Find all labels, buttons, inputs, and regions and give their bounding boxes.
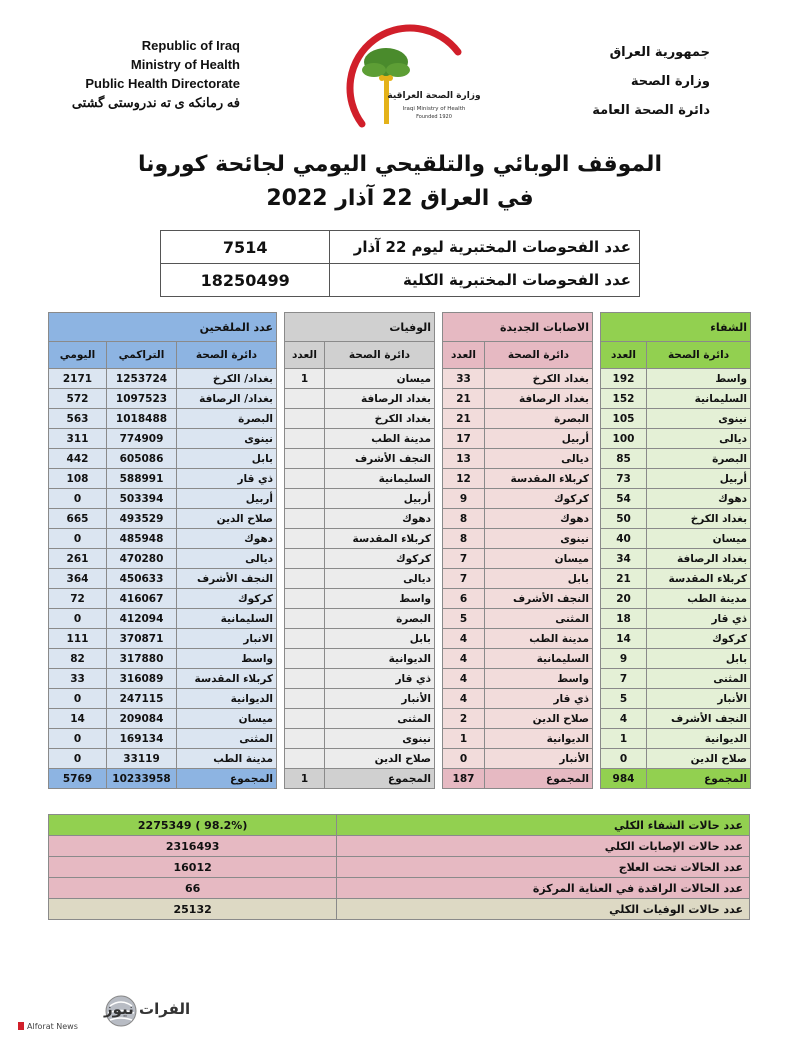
col-header-deaths-count: العدد [285, 342, 325, 369]
total-label-cases: المجموع [485, 769, 593, 789]
vaccinated-cumulative: 470280 [107, 549, 177, 569]
header-ar-line-2: وزارة الصحة [630, 74, 710, 89]
vaccinated-dept: السليمانية [177, 609, 277, 629]
recovered-count: 34 [601, 549, 647, 569]
vaccinated-dept: ديالى [177, 549, 277, 569]
vaccinated-cumulative: 33119 [107, 749, 177, 769]
section-deaths: الوفيات [285, 313, 435, 342]
deaths-count [285, 609, 325, 629]
new-cases-dept: نينوى [485, 529, 593, 549]
new-cases-dept: الديوانية [485, 729, 593, 749]
new-cases-count: 6 [443, 589, 485, 609]
recovered-dept: صلاح الدين [647, 749, 751, 769]
vaccinated-daily: 364 [49, 569, 107, 589]
deaths-dept: البصرة [325, 609, 435, 629]
vaccinated-daily: 261 [49, 549, 107, 569]
recovered-dept: المثنى [647, 669, 751, 689]
deaths-dept: واسط [325, 589, 435, 609]
vaccinated-cumulative: 317880 [107, 649, 177, 669]
logo-text-ar: وزارة الصحة العراقية [387, 91, 481, 101]
table-row [49, 629, 751, 649]
recovered-count: 50 [601, 509, 647, 529]
vaccinated-cumulative: 605086 [107, 449, 177, 469]
new-cases-dept: البصرة [485, 409, 593, 429]
summary-value: 25132 [49, 899, 337, 920]
deaths-count [285, 489, 325, 509]
vaccinated-cumulative: 450633 [107, 569, 177, 589]
col-header-deaths-dept: دائرة الصحة [325, 342, 435, 369]
deaths-dept: الأنبار [325, 689, 435, 709]
vaccinated-daily: 14 [49, 709, 107, 729]
vaccinated-cumulative: 209084 [107, 709, 177, 729]
summary-value: 16012 [49, 857, 337, 878]
deaths-dept: مدينة الطب [325, 429, 435, 449]
vaccinated-cumulative: 1018488 [107, 409, 177, 429]
vaccinated-dept: بابل [177, 449, 277, 469]
recovered-dept: الديوانية [647, 729, 751, 749]
deaths-count [285, 529, 325, 549]
header-en-line-3: Public Health Directorate [85, 76, 240, 91]
recovered-dept: كركوك [647, 629, 751, 649]
recovered-dept: بابل [647, 649, 751, 669]
total-new-cases: 187 [443, 769, 485, 789]
header-kurdish-line: فه رمانكه ى ته ندروستى گشتى [71, 95, 240, 110]
total-tests-value: 18250499 [161, 264, 330, 297]
new-cases-count: 5 [443, 609, 485, 629]
summary-label: عدد الحالات تحت العلاج [337, 857, 750, 878]
summary-row [49, 899, 750, 920]
new-cases-dept: ديالى [485, 449, 593, 469]
recovered-count: 14 [601, 629, 647, 649]
vaccinated-dept: أربيل [177, 489, 277, 509]
daily-stats-table [48, 312, 751, 789]
new-cases-dept: صلاح الدين [485, 709, 593, 729]
recovered-dept: ديالى [647, 429, 751, 449]
col-header-cumulative: التراكمي [107, 342, 177, 369]
table-row [49, 689, 751, 709]
deaths-count [285, 749, 325, 769]
vaccinated-daily: 0 [49, 729, 107, 749]
vaccinated-daily: 572 [49, 389, 107, 409]
total-vaccinated-cumulative: 10233958 [107, 769, 177, 789]
deaths-count [285, 709, 325, 729]
logo-founded: Founded 1920 [416, 114, 452, 120]
section-header-row [49, 313, 751, 342]
recovered-dept: بغداد الرصافة [647, 549, 751, 569]
new-cases-count: 9 [443, 489, 485, 509]
section-vaccinated: عدد الملقحين [49, 313, 277, 342]
total-tests-label: عدد الفحوصات المختبرية الكلية [330, 264, 640, 297]
vaccinated-dept: نينوى [177, 429, 277, 449]
deaths-count [285, 429, 325, 449]
header-en-line-2: Ministry of Health [130, 57, 240, 72]
summary-label: عدد الحالات الراقدة في العناية المركزة [337, 878, 750, 899]
recovered-count: 4 [601, 709, 647, 729]
new-cases-count: 4 [443, 649, 485, 669]
deaths-dept: نينوى [325, 729, 435, 749]
total-deaths: 1 [285, 769, 325, 789]
summary-value: 66 [49, 878, 337, 899]
page-title: الموقف الوبائي والتلقيحي اليومي لجائحة كورونا [138, 152, 662, 177]
recovered-dept: البصرة [647, 449, 751, 469]
vaccinated-daily: 0 [49, 609, 107, 629]
deaths-dept: أربيل [325, 489, 435, 509]
table-row [49, 429, 751, 449]
vaccinated-dept: واسط [177, 649, 277, 669]
deaths-dept: كركوك [325, 549, 435, 569]
vaccinated-cumulative: 370871 [107, 629, 177, 649]
vaccinated-daily: 665 [49, 509, 107, 529]
recovered-dept: الأنبار [647, 689, 751, 709]
summary-label: عدد حالات الإصابات الكلي [337, 836, 750, 857]
totals-row [49, 769, 751, 789]
recovered-count: 152 [601, 389, 647, 409]
vaccinated-dept: البصرة [177, 409, 277, 429]
recovered-dept: أربيل [647, 469, 751, 489]
deaths-count [285, 649, 325, 669]
deaths-dept: المثنى [325, 709, 435, 729]
vaccinated-dept: دهوك [177, 529, 277, 549]
recovered-count: 40 [601, 529, 647, 549]
new-cases-count: 2 [443, 709, 485, 729]
recovered-count: 54 [601, 489, 647, 509]
header-en-line-1: Republic of Iraq [141, 38, 240, 53]
summary-row [49, 878, 750, 899]
col-header-vacc-dept: دائرة الصحة [177, 342, 277, 369]
recovered-dept: مدينة الطب [647, 589, 751, 609]
overall-summary-table [48, 814, 750, 920]
alforat-en-text: Alforat News [27, 1022, 78, 1031]
section-new-cases: الاصابات الجديدة [443, 313, 593, 342]
new-cases-count: 7 [443, 549, 485, 569]
deaths-count [285, 549, 325, 569]
vaccinated-cumulative: 412094 [107, 609, 177, 629]
new-cases-count: 1 [443, 729, 485, 749]
col-header-recovered-count: العدد [601, 342, 647, 369]
vaccinated-dept: ذي قار [177, 469, 277, 489]
daily-tests-value: 7514 [161, 231, 330, 264]
table-row [49, 609, 751, 629]
vaccinated-daily: 0 [49, 689, 107, 709]
new-cases-count: 4 [443, 629, 485, 649]
total-vaccinated-daily: 5769 [49, 769, 107, 789]
deaths-dept: ميسان [325, 369, 435, 389]
recovered-count: 105 [601, 409, 647, 429]
new-cases-count: 4 [443, 669, 485, 689]
summary-row [49, 836, 750, 857]
daily-tests-label: عدد الفحوصات المختبرية ليوم 22 آذار [330, 231, 640, 264]
tests-summary-table [160, 230, 640, 297]
vaccinated-daily: 442 [49, 449, 107, 469]
new-cases-dept: واسط [485, 669, 593, 689]
new-cases-dept: ذي قار [485, 689, 593, 709]
table-row [49, 709, 751, 729]
new-cases-dept: السليمانية [485, 649, 593, 669]
table-row [49, 489, 751, 509]
deaths-count [285, 569, 325, 589]
palm-tree-icon [362, 48, 410, 124]
daily-tests-row [161, 231, 640, 264]
new-cases-count: 4 [443, 689, 485, 709]
recovered-dept: ميسان [647, 529, 751, 549]
new-cases-dept: كربلاء المقدسة [485, 469, 593, 489]
recovered-count: 18 [601, 609, 647, 629]
vaccinated-cumulative: 247115 [107, 689, 177, 709]
new-cases-dept: المثنى [485, 609, 593, 629]
column-header-row [49, 342, 751, 369]
vaccinated-daily: 72 [49, 589, 107, 609]
vaccinated-cumulative: 1253724 [107, 369, 177, 389]
total-label-recovered: المجموع [647, 769, 751, 789]
header-english [50, 36, 240, 112]
new-cases-count: 0 [443, 749, 485, 769]
recovered-dept: دهوك [647, 489, 751, 509]
deaths-dept: بغداد الكرخ [325, 409, 435, 429]
new-cases-count: 17 [443, 429, 485, 449]
vaccinated-dept: النجف الأشرف [177, 569, 277, 589]
recovered-count: 1 [601, 729, 647, 749]
total-recovered: 984 [601, 769, 647, 789]
vaccinated-dept: صلاح الدين [177, 509, 277, 529]
recovered-count: 0 [601, 749, 647, 769]
vaccinated-cumulative: 774909 [107, 429, 177, 449]
header-ar-line-3: دائرة الصحة العامة [592, 103, 710, 118]
summary-row [49, 857, 750, 878]
new-cases-dept: بغداد الكرخ [485, 369, 593, 389]
deaths-dept: الديوانية [325, 649, 435, 669]
deaths-count: 1 [285, 369, 325, 389]
vaccinated-dept: مدينة الطب [177, 749, 277, 769]
total-label-deaths: المجموع [325, 769, 435, 789]
recovered-dept: النجف الأشرف [647, 709, 751, 729]
table-row [49, 529, 751, 549]
new-cases-dept: مدينة الطب [485, 629, 593, 649]
deaths-dept: السليمانية [325, 469, 435, 489]
table-row [49, 449, 751, 469]
table-row [49, 409, 751, 429]
ministry-logo [330, 22, 480, 142]
deaths-dept: بغداد الرصافة [325, 389, 435, 409]
vaccinated-daily: 563 [49, 409, 107, 429]
total-tests-row [161, 264, 640, 297]
deaths-count [285, 449, 325, 469]
new-cases-dept: أربيل [485, 429, 593, 449]
vaccinated-dept: بغداد/ الرصافة [177, 389, 277, 409]
recovered-dept: بغداد الكرخ [647, 509, 751, 529]
deaths-dept: صلاح الدين [325, 749, 435, 769]
vaccinated-daily: 82 [49, 649, 107, 669]
new-cases-dept: دهوك [485, 509, 593, 529]
table-row [49, 729, 751, 749]
vaccinated-cumulative: 493529 [107, 509, 177, 529]
new-cases-count: 21 [443, 389, 485, 409]
alforat-news-logo [18, 992, 191, 1034]
summary-value: 2316493 [49, 836, 337, 857]
vaccinated-daily: 311 [49, 429, 107, 449]
vaccinated-cumulative: 485948 [107, 529, 177, 549]
deaths-count [285, 589, 325, 609]
col-header-recovered-dept: دائرة الصحة [647, 342, 751, 369]
deaths-dept: ذي قار [325, 669, 435, 689]
new-cases-count: 8 [443, 509, 485, 529]
new-cases-dept: بغداد الرصافة [485, 389, 593, 409]
deaths-dept: النجف الأشرف [325, 449, 435, 469]
new-cases-count: 21 [443, 409, 485, 429]
vaccinated-cumulative: 169134 [107, 729, 177, 749]
new-cases-dept: النجف الأشرف [485, 589, 593, 609]
table-row [49, 389, 751, 409]
deaths-count [285, 389, 325, 409]
deaths-count [285, 689, 325, 709]
vaccinated-dept: ميسان [177, 709, 277, 729]
section-recovered: الشفاء [601, 313, 751, 342]
deaths-dept: ديالى [325, 569, 435, 589]
recovered-count: 21 [601, 569, 647, 589]
page-subtitle: في العراق 22 آذار 2022 [266, 186, 534, 211]
vaccinated-daily: 0 [49, 749, 107, 769]
vaccinated-cumulative: 588991 [107, 469, 177, 489]
new-cases-count: 8 [443, 529, 485, 549]
recovered-dept: نينوى [647, 409, 751, 429]
table-row [49, 509, 751, 529]
recovered-count: 192 [601, 369, 647, 389]
recovered-dept: السليمانية [647, 389, 751, 409]
recovered-dept: واسط [647, 369, 751, 389]
table-row [49, 669, 751, 689]
recovered-count: 85 [601, 449, 647, 469]
vaccinated-dept: المثنى [177, 729, 277, 749]
new-cases-dept: بابل [485, 569, 593, 589]
table-row [49, 749, 751, 769]
vaccinated-cumulative: 316089 [107, 669, 177, 689]
new-cases-count: 12 [443, 469, 485, 489]
new-cases-count: 7 [443, 569, 485, 589]
deaths-dept: بابل [325, 629, 435, 649]
vaccinated-cumulative: 503394 [107, 489, 177, 509]
vaccinated-cumulative: 1097523 [107, 389, 177, 409]
summary-label: عدد حالات الشفاء الكلي [337, 815, 750, 836]
deaths-count [285, 409, 325, 429]
vaccinated-dept: الديوانية [177, 689, 277, 709]
recovered-dept: ذي قار [647, 609, 751, 629]
deaths-count [285, 469, 325, 489]
vaccinated-daily: 108 [49, 469, 107, 489]
summary-row [49, 815, 750, 836]
recovered-count: 100 [601, 429, 647, 449]
new-cases-dept: كركوك [485, 489, 593, 509]
recovered-count: 73 [601, 469, 647, 489]
vaccinated-cumulative: 416067 [107, 589, 177, 609]
table-row [49, 549, 751, 569]
header-arabic [560, 38, 710, 125]
total-label-vaccinated: المجموع [177, 769, 277, 789]
vaccinated-daily: 0 [49, 529, 107, 549]
table-row [49, 369, 751, 389]
new-cases-count: 33 [443, 369, 485, 389]
deaths-count [285, 509, 325, 529]
vaccinated-daily: 111 [49, 629, 107, 649]
deaths-dept: كربلاء المقدسة [325, 529, 435, 549]
recovered-count: 7 [601, 669, 647, 689]
vaccinated-dept: الانبار [177, 629, 277, 649]
vaccinated-dept: بغداد/ الكرخ [177, 369, 277, 389]
deaths-count [285, 629, 325, 649]
table-row [49, 589, 751, 609]
header-ar-line-1: جمهورية العراق [609, 45, 710, 60]
new-cases-dept: ميسان [485, 549, 593, 569]
table-row [49, 649, 751, 669]
vaccinated-dept: كركوك [177, 589, 277, 609]
new-cases-dept: الأنبار [485, 749, 593, 769]
vaccinated-daily: 33 [49, 669, 107, 689]
vaccinated-daily: 0 [49, 489, 107, 509]
vaccinated-dept: كربلاء المقدسة [177, 669, 277, 689]
recovered-count: 20 [601, 589, 647, 609]
recovered-dept: كربلاء المقدسة [647, 569, 751, 589]
alforat-ar-text: الفرات نيوز [104, 1000, 191, 1018]
table-row [49, 569, 751, 589]
deaths-count [285, 729, 325, 749]
new-cases-count: 13 [443, 449, 485, 469]
deaths-dept: دهوك [325, 509, 435, 529]
table-row [49, 469, 751, 489]
col-header-cases-dept: دائرة الصحة [485, 342, 593, 369]
vaccinated-daily: 2171 [49, 369, 107, 389]
recovered-count: 5 [601, 689, 647, 709]
col-header-cases-count: العدد [443, 342, 485, 369]
deaths-count [285, 669, 325, 689]
col-header-daily: اليومي [49, 342, 107, 369]
summary-value: 2275349 ( 98.2%) [49, 815, 337, 836]
logo-text-en: Iraqi Ministry of Health [402, 106, 466, 112]
recovered-count: 9 [601, 649, 647, 669]
summary-label: عدد حالات الوفيات الكلي [337, 899, 750, 920]
